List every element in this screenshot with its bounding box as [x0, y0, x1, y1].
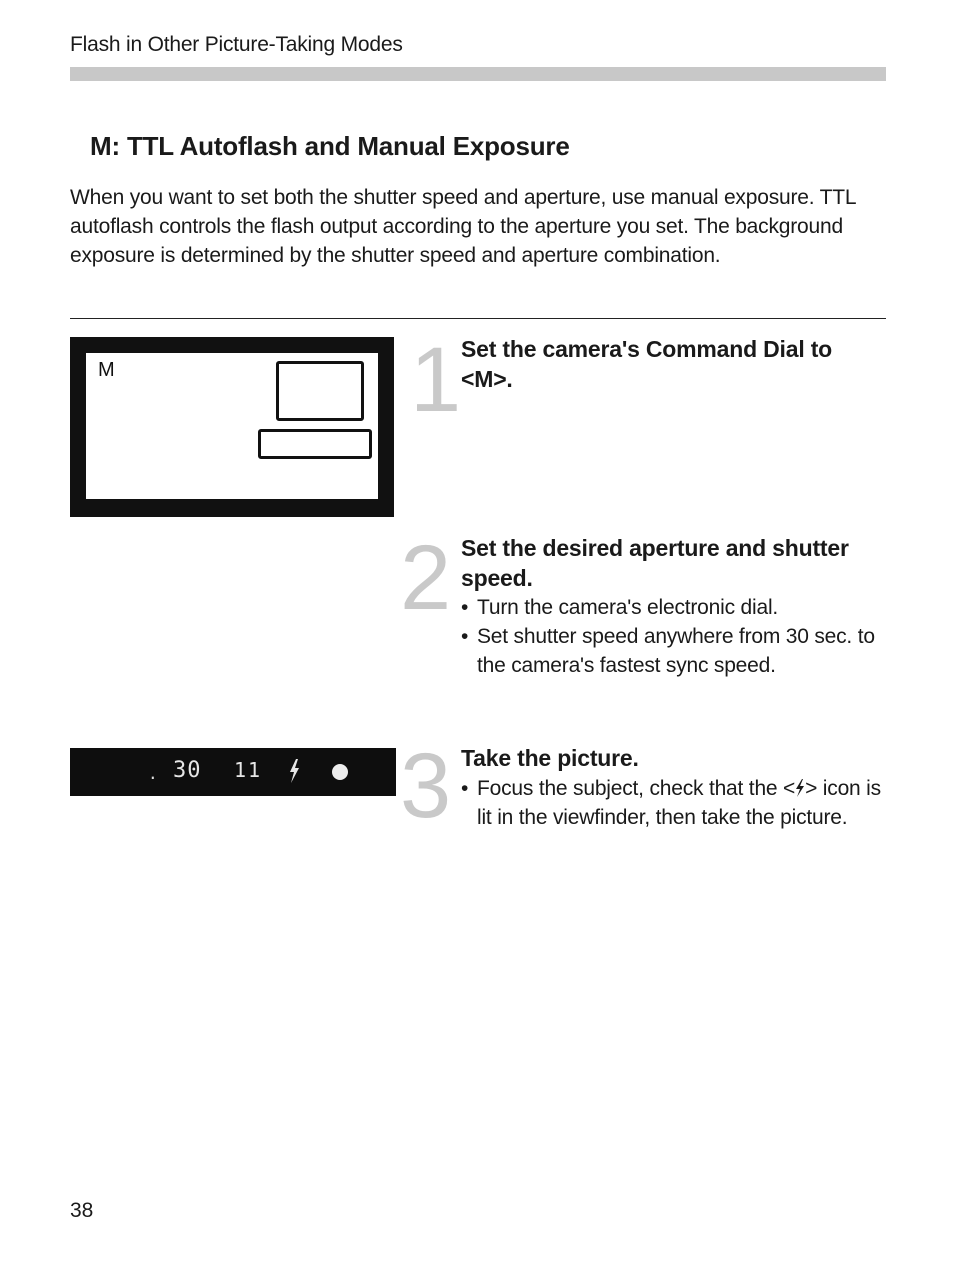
viewfinder-aperture: 11 [234, 758, 263, 782]
step-2-number: 2 [400, 527, 452, 629]
step-2-bullets [461, 593, 891, 680]
step-3-bullet-1-text-before: Focus the subject, check that the < [477, 777, 796, 800]
dial-lcd-panel [86, 353, 378, 499]
focus-confirmation-dot-icon [332, 764, 348, 780]
bullet-glyph: • [461, 596, 469, 619]
step-3-bullets [461, 774, 891, 832]
bullet-glyph: • [461, 625, 469, 648]
command-dial-figure [70, 337, 394, 517]
dial-mode-label: M [98, 359, 115, 381]
section-intro: When you want to set both the shutter speed and aperture, use manual exposure. TTL autoflash controls the flash output according to the aperture you set. The background exposure is determined by the shutter speed and aperture combination. [70, 186, 856, 267]
header-rule-bar [70, 67, 886, 81]
bullet-glyph: • [461, 777, 469, 800]
running-header-title: Flash in Other Picture-Taking Modes [70, 33, 403, 56]
step-2-bullet-1-text: Turn the camera's electronic dial. [477, 596, 779, 619]
step-1-number: 1 [410, 329, 462, 431]
list-item [461, 774, 891, 832]
flash-icon [288, 759, 300, 783]
dial-display-box-large [276, 361, 364, 421]
page-number: 38 [70, 1199, 94, 1222]
section-title: M: TTL Autoflash and Manual Exposure [90, 131, 570, 161]
step-2-bullet-2-text: Set shutter speed anywhere from 30 sec. to the camera's fastest sync speed. [477, 625, 875, 677]
step-2-heading: Set the desired aperture and shutter speed. [461, 535, 849, 591]
step-1-heading: Set the camera's Command Dial to <M>. [461, 336, 833, 392]
step-3-heading: Take the picture. [461, 745, 639, 771]
dial-display-box-small [258, 429, 372, 459]
viewfinder-separator: . [148, 764, 158, 783]
list-item [461, 593, 891, 622]
list-item [461, 622, 891, 680]
flash-icon [795, 779, 805, 797]
step-3-bullet-1-text-after: > icon is lit in the viewfinder, then take the picture. [477, 777, 881, 829]
step-3-number: 3 [400, 735, 452, 837]
viewfinder-shutter-speed: 30 [173, 758, 202, 783]
viewfinder-display-figure [70, 748, 396, 796]
section-divider [70, 318, 886, 319]
